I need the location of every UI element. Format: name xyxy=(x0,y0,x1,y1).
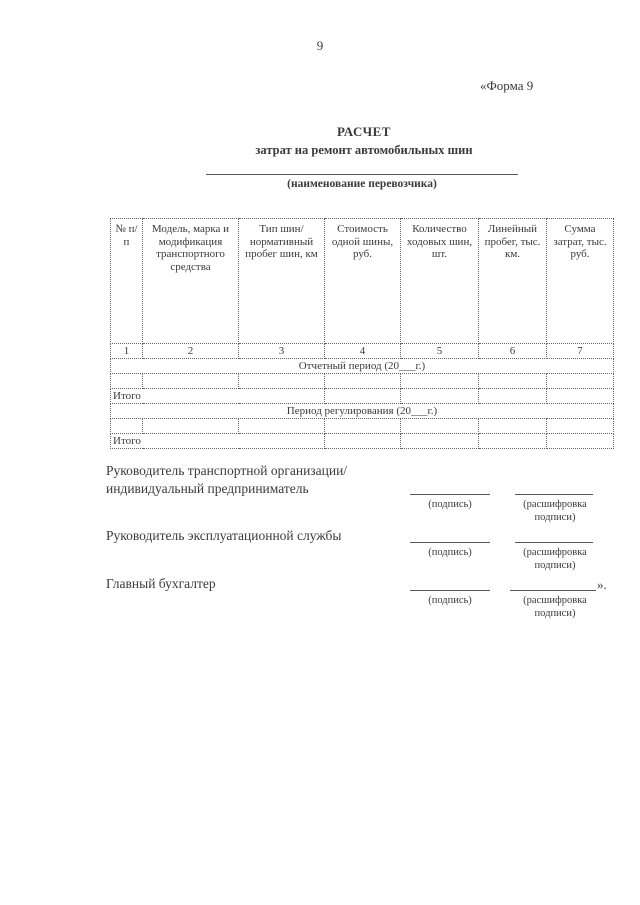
column-number: 6 xyxy=(479,344,547,359)
header-tire-cost: Стоимость одной шины, руб. xyxy=(325,219,401,344)
total-row-regulation xyxy=(111,434,614,449)
decoding-caption-line1: (расшифровка xyxy=(523,595,587,606)
head-organization-label-line1: Руководитель транспортной организации/ xyxy=(106,463,348,478)
total-label: Итого xyxy=(111,434,325,449)
signature-caption: (подпись) xyxy=(428,499,472,510)
signature-line xyxy=(410,542,490,543)
table-cell xyxy=(111,374,143,389)
column-number: 1 xyxy=(111,344,143,359)
column-number-row xyxy=(111,344,614,359)
total-row-reporting xyxy=(111,389,614,404)
table-cell xyxy=(239,419,325,434)
table-cell xyxy=(479,434,547,449)
header-number: № п/п xyxy=(111,219,143,344)
decoding-caption-line1: (расшифровка xyxy=(523,547,587,558)
header-linear-mileage: Линейный пробег, тыс. км. xyxy=(479,219,547,344)
signature-line xyxy=(410,590,490,591)
column-number: 7 xyxy=(547,344,614,359)
table-cell xyxy=(143,374,239,389)
cost-table xyxy=(110,218,614,449)
table-cell xyxy=(479,419,547,434)
head-operations-label: Руководитель эксплуатационной службы xyxy=(106,528,342,543)
column-number: 2 xyxy=(143,344,239,359)
table-cell xyxy=(325,419,401,434)
header-vehicle-model: Модель, марка и модификация транспортного средства xyxy=(143,219,239,344)
table-header-row xyxy=(111,219,614,344)
section-reporting-period: Отчетный период (20___г.) xyxy=(111,359,614,374)
carrier-name-line xyxy=(206,174,518,175)
header-tire-type: Тип шин/ нормативный пробег шин, км xyxy=(239,219,325,344)
table-cell xyxy=(547,389,614,404)
header-tire-count: Количество ходовых шин, шт. xyxy=(401,219,479,344)
column-number: 5 xyxy=(401,344,479,359)
table-cell xyxy=(547,374,614,389)
decoding-line xyxy=(510,590,596,591)
page-number: 9 xyxy=(316,38,324,53)
decoding-caption-line2: подписи) xyxy=(534,560,576,571)
table-cell xyxy=(479,374,547,389)
chief-accountant-label: Главный бухгалтер xyxy=(106,576,216,591)
table-cell xyxy=(547,419,614,434)
carrier-name-caption: (наименование перевозчика) xyxy=(287,178,437,190)
section-row-reporting xyxy=(111,359,614,374)
form-label: «Форма 9 xyxy=(480,78,534,93)
signature-line xyxy=(410,494,490,495)
decoding-caption-line2: подписи) xyxy=(534,512,576,523)
total-label: Итого xyxy=(111,389,325,404)
table-cell xyxy=(143,419,239,434)
table-cell xyxy=(479,389,547,404)
column-number: 4 xyxy=(325,344,401,359)
table-cell xyxy=(401,374,479,389)
table-cell xyxy=(111,419,143,434)
table-cell xyxy=(325,389,401,404)
table-cell xyxy=(401,434,479,449)
table-row xyxy=(111,374,614,389)
decoding-caption-line1: (расшифровка xyxy=(523,499,587,510)
signature-caption: (подпись) xyxy=(428,595,472,606)
table-row xyxy=(111,419,614,434)
closing-quote-mark: ». xyxy=(597,577,607,592)
decoding-caption-line2: подписи) xyxy=(534,608,576,619)
table-cell xyxy=(401,419,479,434)
header-total-cost: Сумма затрат, тыс. руб. xyxy=(547,219,614,344)
table-cell xyxy=(325,434,401,449)
decoding-line xyxy=(515,542,593,543)
table-cell xyxy=(239,374,325,389)
table-cell xyxy=(325,374,401,389)
head-organization-label-line2: индивидуальный предприниматель xyxy=(106,481,309,496)
section-regulation-period: Период регулирования (20___г.) xyxy=(111,404,614,419)
decoding-line xyxy=(515,494,593,495)
signature-caption: (подпись) xyxy=(428,547,472,558)
document-subtitle: затрат на ремонт автомобильных шин xyxy=(255,143,473,157)
document-title: РАСЧЕТ xyxy=(337,124,391,139)
table-cell xyxy=(547,434,614,449)
table-cell xyxy=(401,389,479,404)
column-number: 3 xyxy=(239,344,325,359)
section-row-regulation xyxy=(111,404,614,419)
